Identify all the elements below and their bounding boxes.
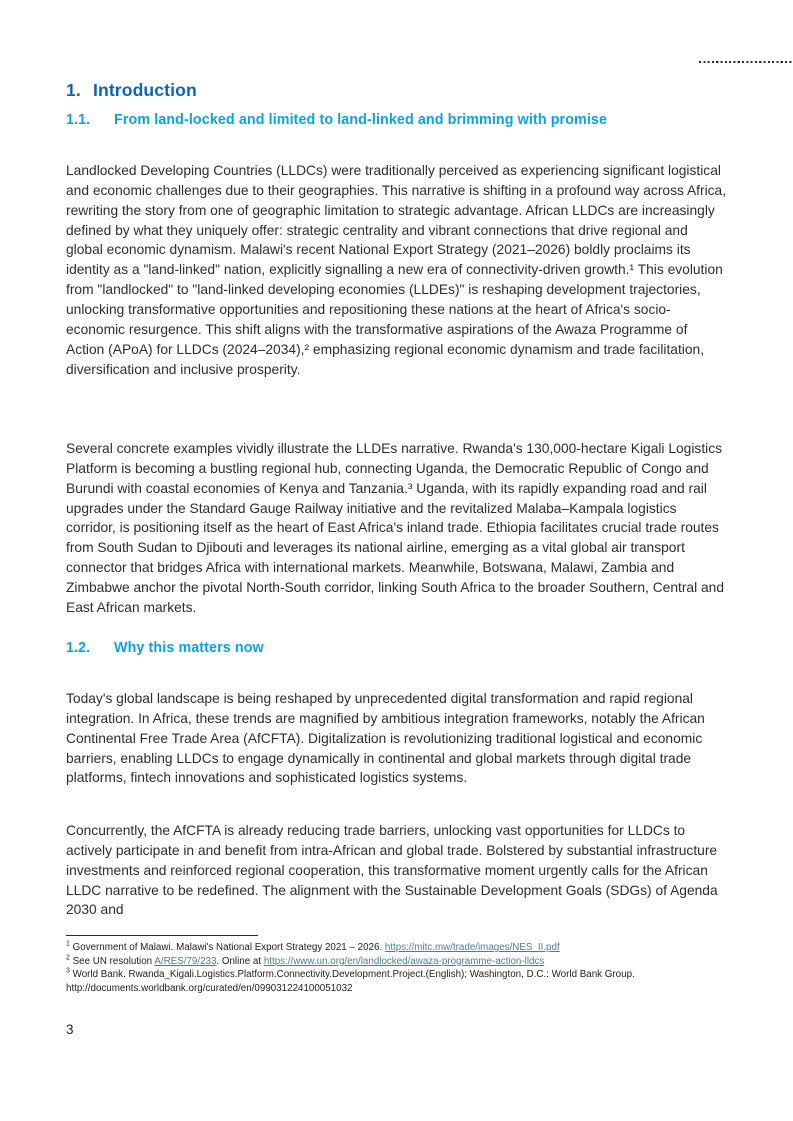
subsection-heading-1-2: [66, 640, 727, 656]
footnote-text: World Bank. Rwanda_Kigali.Logistics.Platform.Connectivity.Development.Project.(English); Washington, D.C.: World Bank Group. http://documents.worldbank.org/curated/en/099031224100051032: [66, 969, 635, 994]
footnote-text: . Online at: [216, 955, 264, 967]
footnotes-block: [66, 941, 728, 995]
footnote-1: [66, 941, 728, 955]
subsection-title: Why this matters now: [114, 640, 264, 656]
body-paragraph-2: Several concrete examples vividly illustrate the LLDEs narrative. Rwanda's 130,000-hectare Kigali Logistics Platform is becoming a bustling regional hub, connecting Uganda, the Democratic Republic of Congo and Burundi with coastal economies of Kenya and Tanzania.³ Uganda, with its rapidly expanding road and rail upgrades under the Standard Gauge Railway initiative and the revitalized Malaba–Kampala logistics corridor, is positioning itself as the heart of East Africa's inland trade. Ethiopia facilitates crucial trade routes from South Sudan to Djibouti and leverages its national airline, emerging as a vital global air transport connector that bridges Africa with international markets. Meanwhile, Botswana, Malawi, Zambia and Zimbabwe anchor the pivotal North-South corridor, linking South Africa to the broader Southern, Central and East African markets.: [66, 440, 725, 616]
footnote-3: [66, 968, 728, 995]
footnote-text: Government of Malawi. Malawi's National Export Strategy 2021 – 2026.: [69, 942, 385, 953]
footnote-marker: 3: [66, 967, 70, 975]
subsection-number: 1.1.: [66, 112, 91, 128]
subsection-heading-1-1: [66, 112, 727, 128]
footnote-1-link[interactable]: https://mitc.mw/trade/images/NES_II.pdf: [384, 942, 560, 953]
subsection-title: From land-locked and limited to land-linked and brimming with promise: [114, 112, 608, 128]
body-paragraph-3: Today's global landscape is being reshaped by unprecedented digital transformation and rapid regional integration. In Africa, these trends are magnified by ambitious integration frameworks, notably the African Continental Free Trade Area (AfCFTA). Digitalization is revolutionizing traditional logistical and economic barriers, enabling LLDCs to engage dynamically in continental and global markets through digital trade platforms, fintech innovations and sophisticated logistics systems.: [66, 690, 705, 786]
body-paragraph-4: Concurrently, the AfCFTA is already reducing trade barriers, unlocking vast opportunities for LLDCs to actively participate in and benefit from intra-African and global trade. Bolstered by substantial infrastructure investments and reinforced regional cooperation, this transformative moment urgently calls for the African LLDC narrative to be redefined. The alignment with the Sustainable Development Goals (SDGs) of Agenda 2030 and: [66, 822, 718, 918]
footnote-marker: 1: [66, 940, 70, 948]
footnote-2-resolution-link[interactable]: A/RES/79/233: [154, 955, 217, 967]
subsection-number: 1.2.: [66, 640, 91, 656]
body-paragraph-1: Landlocked Developing Countries (LLDCs) were traditionally perceived as experiencing significant logistical and economic challenges due to their geographies. This narrative is shifting in a profound way across Africa, rewriting the story from one of geographic limitation to strategic advantage. African LLDCs are increasingly defined by what they uniquely offer: strategic centrality and vibrant connections that drive regional and global economic dynamism. Malawi's recent National Export Strategy (2021–2026) boldly proclaims its identity as a "land-linked" nation, explicitly signalling a new era of connectivity-driven growth.¹ This evolution from "landlocked" to "land-linked developing economies (LLDEs)" is reshaping development trajectories, unlocking transformative opportunities and repositioning these nations at the heart of Africa's socio-economic resurgence. This shift aligns with the transformative aspirations of the Awaza Programme of Action (APoA) for LLDCs (2024–2034),² emphasizing regional economic dynamism and trade facilitation, diversification and inclusive prosperity.: [66, 162, 727, 377]
footnote-2-url-link[interactable]: https://www.un.org/en/landlocked/awaza-programme-action-lldcs: [263, 955, 545, 967]
dotted-leader-line: [699, 61, 792, 63]
footnote-marker: 2: [66, 954, 70, 962]
footnote-2: [66, 955, 728, 969]
page-number: 3: [66, 1022, 74, 1037]
section-title: Introduction: [93, 80, 197, 100]
section-number: 1.: [66, 80, 81, 100]
section-heading-introduction: [66, 80, 727, 101]
footnote-text: See UN resolution: [69, 955, 155, 967]
footnote-separator: [66, 935, 258, 936]
